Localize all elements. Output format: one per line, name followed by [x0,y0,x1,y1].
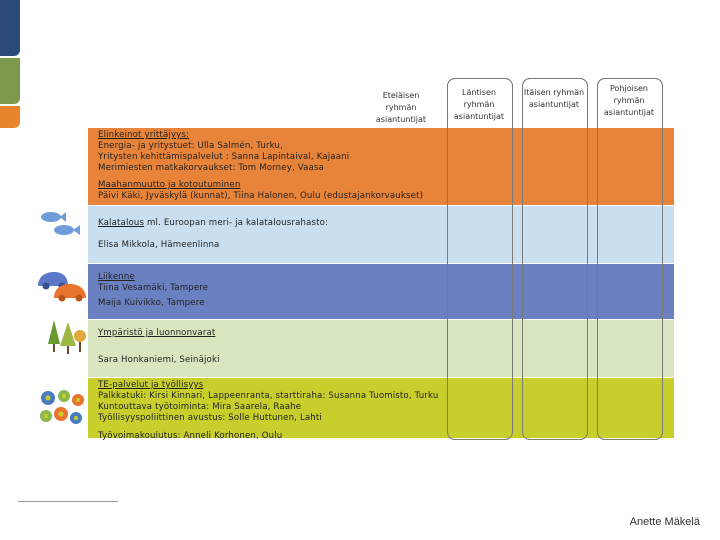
traffic-line-1: Tiina Vesamäki, Tampere [98,283,209,293]
fishery-heading [98,218,328,229]
column-header-south: Eteläisen ryhmän asiantuntijat [375,91,427,124]
footer-author: Anette Mäkelä [629,516,700,528]
fishery-line-1: Elisa Mikkola, Hämeenlinna [98,240,220,250]
sidebar-bar-orange [0,106,20,128]
environment-line-1: Sara Honkaniemi, Seinäjoki [98,355,220,365]
fishery-title-rest: ml. Euroopan meri- ja kalatalousrahasto: [144,218,329,228]
environment-title: Ympäristö ja luonnonvarat [98,328,216,338]
employment-line-3: Työllisyyspoliittinen avustus: Solle Huttunen, Lahti [98,413,322,423]
column-east-overlay [522,78,588,440]
sidebar-bar-navy [0,0,20,56]
column-north-overlay [597,78,663,440]
employment-line-2: Kuntouttava työtoiminta: Mira Saarela, Raahe [98,402,302,412]
traffic-title: Liikenne [98,272,135,282]
column-header-west: Läntisen ryhmän asiantuntijat [453,88,505,121]
footer-divider [18,501,118,502]
business-line-3: Merimiesten matkakorvaukset: Tom Morney, Vaasa [98,163,324,173]
business-title: Elinkeinot yrittäjyys: [98,130,190,140]
gears-icon [34,384,90,432]
employment-line-1: Palkkatuki: Kirsi Kinnari, Lappeenranta, starttiraha: Susanna Tuomisto, Turku [98,391,439,401]
business-line-2: Yritysten kehittämispalvelut : Sanna Lapintaival, Kajaani [98,152,350,162]
business-line-1: Energia- ja yritystuet: Ulla Salmén, Turku, [98,141,283,151]
employment-title: TE-palvelut ja työllisyys [98,380,204,390]
column-west-overlay [447,78,513,440]
employment-line-4: Työvoimakoulutus: Anneli Korhonen, Oulu [98,431,283,441]
sidebar-bar-olive [0,58,20,104]
fish-icon [36,208,86,238]
column-header-north: Pohjoisen ryhmän asiantuntijat [603,84,655,117]
column-header-east: Itäisen ryhmän asiantuntijat [523,88,585,109]
fishery-title: Kalatalous [98,218,145,228]
tree-icon [46,318,86,358]
business-sub-line: Päivi Käki, Jyväskylä (kunnat), Tiina Halonen, Oulu (edustajankorvaukset) [98,191,424,201]
traffic-line-2: Maija Kuivikko, Tampere [98,298,205,308]
lightbulb-icon [44,134,86,176]
business-subtitle: Maahanmuutto ja kotoutuminen [98,180,241,190]
car-icon [34,264,90,304]
